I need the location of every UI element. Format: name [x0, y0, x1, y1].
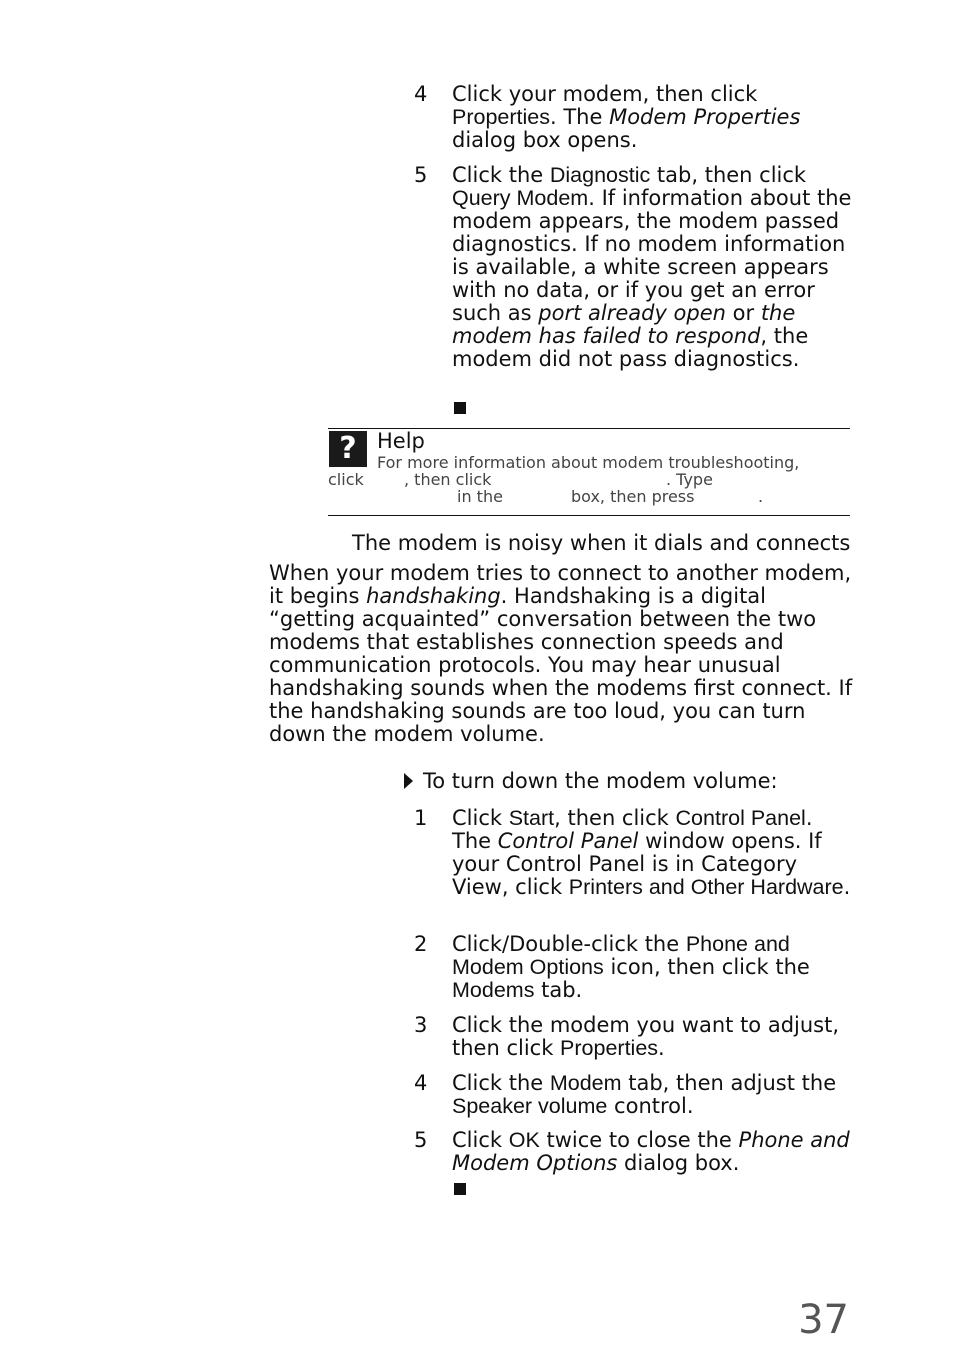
step-3 [414, 1014, 854, 1060]
step-4-top [414, 83, 854, 152]
help-question-icon: ? [329, 431, 367, 467]
help-box [328, 428, 850, 516]
section-heading: The modem is noisy when it dials and connects [352, 531, 851, 555]
procedure-title-text: To turn down the modem volume: [423, 769, 778, 793]
step-2 [414, 933, 854, 1002]
step-text [452, 807, 854, 899]
help-text-click: click [328, 470, 364, 489]
emphasis-text: the modem has failed to respond [452, 301, 796, 348]
text-run: Click your modem, then click [452, 82, 758, 106]
text-run: tab, then click [650, 163, 807, 187]
ui-term: Properties [560, 1036, 659, 1060]
ui-term: Properties [452, 105, 550, 129]
text-run: Click the [452, 1071, 550, 1095]
step-5-top [414, 164, 854, 371]
step-1 [414, 807, 854, 899]
text-run: Click the modem you want to adjust, then click [452, 1013, 840, 1060]
triangle-bullet-icon [404, 773, 413, 789]
emphasis-text: port already open [538, 301, 726, 325]
text-run: . If information about the modem appears, the modem passed diagnostics. If no modem information is available, a white screen appears with no data, or if you get an error such as [452, 186, 852, 325]
text-run: , the modem did not pass diagnostics. [452, 324, 809, 371]
end-of-procedure-mark [454, 402, 466, 414]
step-text [452, 164, 854, 371]
step-number: 5 [414, 163, 428, 187]
text-run: twice to close the [539, 1128, 739, 1152]
page-number: 37 [798, 1297, 849, 1343]
text-run: control. [607, 1094, 694, 1118]
emphasis-text: handshaking [366, 584, 501, 608]
text-run: . The [550, 105, 610, 129]
text-run: Click [452, 1128, 509, 1152]
body-paragraph [269, 562, 854, 746]
step-text [452, 933, 854, 1002]
end-of-procedure-mark [454, 1183, 466, 1195]
help-text-box-then-press: box, then press [571, 487, 695, 506]
ui-term: Control Panel [675, 806, 806, 830]
step-4 [414, 1072, 854, 1118]
text-run: . [658, 1036, 665, 1060]
text-run: When your modem tries to connect to another modem, it begins [269, 561, 852, 608]
emphasis-text: Phone and Modem Options [452, 1128, 850, 1175]
text-run: . The [452, 806, 813, 853]
step-number: 1 [414, 806, 428, 830]
step-number: 3 [414, 1013, 428, 1037]
step-number: 5 [414, 1128, 428, 1152]
text-run: Click [452, 806, 509, 830]
ui-term: Start [508, 806, 555, 830]
text-run: tab, then adjust the [621, 1071, 837, 1095]
text-run: Click the [452, 163, 550, 187]
step-text [452, 1014, 854, 1060]
text-run: or [725, 301, 761, 325]
step-text [452, 83, 854, 152]
text-run: window opens. If your Control Panel is in Category View, click [452, 829, 822, 899]
help-text-in-the: in the [457, 487, 503, 506]
ui-term: Phone and Modem Options [452, 932, 790, 979]
help-title: Help [377, 429, 425, 453]
text-run: . [843, 875, 851, 899]
help-text-period: . [758, 487, 764, 506]
text-run: dialog box. [617, 1151, 740, 1175]
step-number: 4 [414, 1071, 428, 1095]
text-run: , then click [554, 806, 676, 830]
ui-term: Printers and Other Hardware [568, 875, 844, 899]
text-run: dialog box opens. [452, 128, 638, 152]
text-run: tab. [534, 978, 583, 1002]
help-text-type: . Type [666, 470, 713, 489]
step-text [452, 1072, 854, 1118]
ui-term: Speaker volume [452, 1094, 608, 1118]
step-number: 2 [414, 932, 428, 956]
step-number: 4 [414, 82, 428, 106]
text-run: icon, then click the [603, 955, 810, 979]
ui-term: Modem [549, 1071, 622, 1095]
ui-term: OK [508, 1128, 540, 1152]
help-text-line-1: For more information about modem troubleshooting, [377, 453, 800, 472]
procedure-title [404, 769, 778, 793]
emphasis-text: Control Panel [497, 829, 639, 853]
ui-term: Modems [452, 978, 535, 1002]
text-run: . Handshaking is a digital “getting acquainted” conversation between the two modems that establishes connection speeds and communication protocols. You may hear unusual handshaking sounds when the modems first connect. If the handshaking sounds are too loud, you can turn down the modem volume. [269, 584, 853, 746]
step-text [452, 1129, 854, 1175]
ui-term: Query Modem [452, 186, 589, 210]
step-5 [414, 1129, 854, 1175]
emphasis-text: Modem Properties [609, 105, 801, 129]
ui-term: Diagnostic [549, 163, 651, 187]
text-run: Click/Double-click the [452, 932, 686, 956]
help-text-then-click: , then click [404, 470, 492, 489]
